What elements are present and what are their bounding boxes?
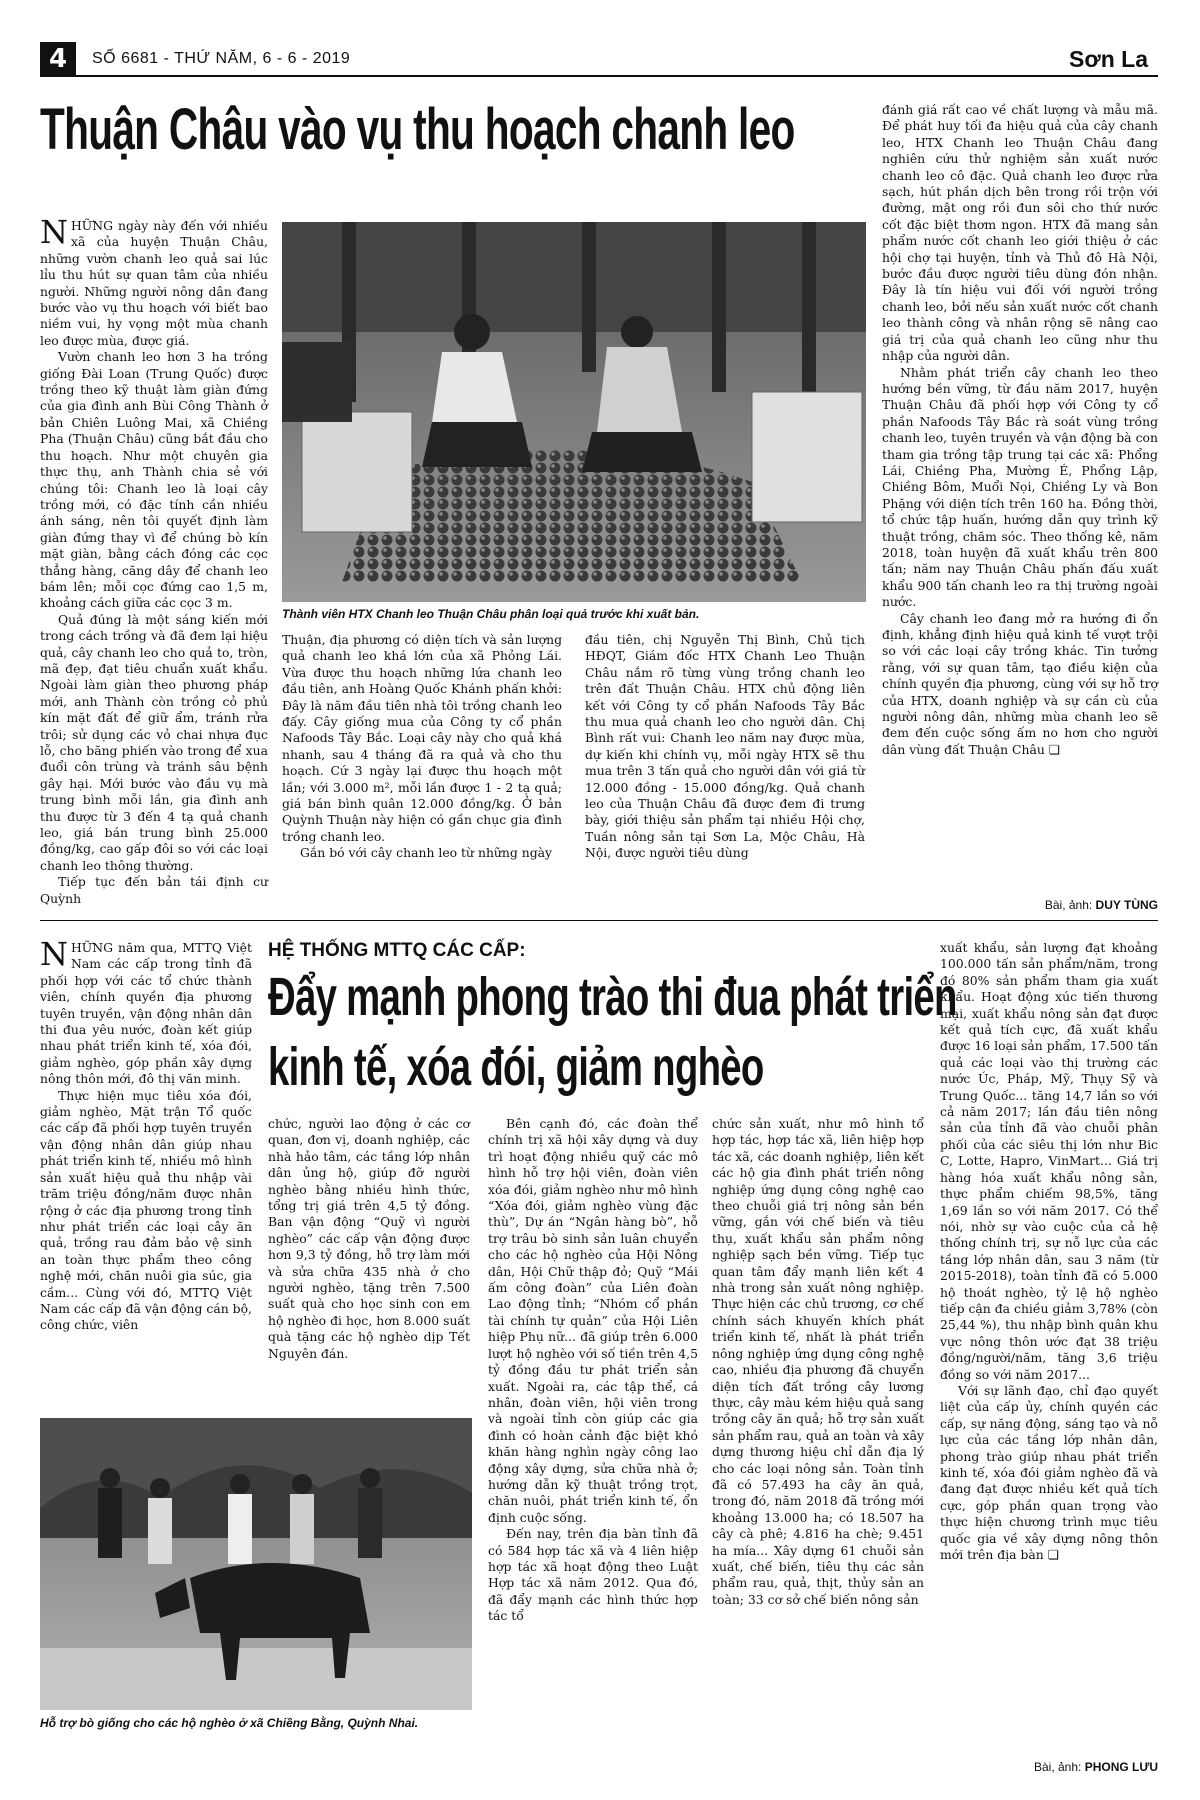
paragraph: đầu tiên, chị Nguyễn Thị Bình, Chủ tịch HĐQT, Giám đốc HTX Chanh Leo Thuận Châu nắm rõ từng vùng trồng chanh leo trên đất Thuận Châu. HTX chủ động liên kết với Công ty cổ phần Nafoods Tây Bắc thu mua quả chanh leo cho người dân. Chị Bình rất vui: Chanh leo năm nay được mùa, dự kiến khi chính vụ, mỗi ngày HTX sẽ thu mua trên 3 tấn quả cho người dân với giá từ 12.000 đồng - 15.000 đồng/kg. Quả chanh leo của Thuận Châu đã được đem đi trưng bày, giới thiệu sản phẩm tại nhiều Hội chợ, Tuần nông sản tại Sơn La, Mộc Châu, Hà Nội, được người tiêu dùng: [585, 632, 865, 861]
page-number: 4: [40, 42, 76, 76]
paragraph: đánh giá rất cao về chất lượng và mẫu mã. Để phát huy tối đa hiệu quả của cây chanh leo, HTX Chanh leo Thuận Châu đang nghiên cứu thử nghiệm sản xuất nước chanh leo cô đặc. Quả chanh leo được rửa sạch, hút phần dịch bên trong rồi trộn với đường, mật ong rồi đun sôi cho thứ nước cốt đặc biệt thơm ngon. HTX đã mang sản phẩm nước cốt chanh leo giới thiệu ở các hội chợ tại huyện, tỉnh và Thủ đô Hà Nội, bước đầu được người tiêu dùng đón nhận. Đây là tín hiệu vui đối với người trồng chanh leo, bởi nếu sản xuất nước cốt chanh leo thành công và nhân rộng sẽ nâng cao giá trị của quả chanh leo cũng như thu nhập của người dân.: [882, 102, 1158, 364]
section-name: Sơn La: [1069, 46, 1148, 72]
article2-title-line-1: Đẩy mạnh phong trào thi đua phát triển: [268, 967, 957, 1027]
paragraph: HỮNG năm qua, MTTQ Việt Nam các cấp trong tỉnh đã phối hợp với các tổ chức thành viên, chính quyền địa phương tuyên truyền, vận động nhân dân thi đua yêu nước, đoàn kết giúp nhau phát triển kinh tế, xóa đói, giảm nghèo, góp phần xây dựng nông thôn mới, đô thị văn minh.: [40, 940, 252, 1087]
paragraph: Thực hiện mục tiêu xóa đói, giảm nghèo, Mặt trận Tổ quốc các cấp đã phối hợp tuyên truyền vận động nhân dân giúp nhau phát triển kinh tế, nhiều mô hình sản xuất hiệu quả thu nhập vài trăm triệu đồng/năm được nhân rộng ở các địa phương trong tỉnh như phát triển các loại cây ăn quả, trồng rau đảm bảo vệ sinh an toàn thực phẩm theo công nghệ mới, chăn nuôi gia súc, gia cầm... Cùng với đó, MTTQ Việt Nam các cấp đã vận động cán bộ, công chức, viên: [40, 1087, 252, 1333]
header-rule: [40, 75, 1158, 77]
paragraph: HỮNG ngày này đến với nhiều xã của huyện Thuận Châu, những vườn chanh leo quả sai lúc lỉu thu hút sự quan tâm của nhiều người. Những người nông dân đang bước vào vụ thu hoạch với biết bao niềm vui, hy vọng một mùa chanh leo được mùa, được giá.: [40, 218, 268, 348]
article2-column-5: [940, 940, 1158, 1563]
paragraph: Với sự lãnh đạo, chỉ đạo quyết liệt của cấp ủy, chính quyền các cấp, sự năng động, sáng tạo và nỗ lực của các tầng lớp nhân dân, phong trào giúp nhau phát triển kinh tế, xóa đói giảm nghèo đã và đang đạt được nhiều kết quả tích cực, góp phần quan trọng vào thực hiện chương trình mục tiêu quốc gia về xây dựng nông thôn mới trên địa bàn ❏: [940, 1382, 1158, 1563]
paragraph: Vườn chanh leo hơn 3 ha trồng giống Đài Loan (Trung Quốc) được trồng theo kỹ thuật làm giàn đứng của gia đình anh Bùi Công Thành ở bản Chiên Luông Mai, xã Chiềng Pha (Thuận Châu) cũng bắt đầu cho thu hoạch. Như một chuyên gia thực thụ, anh Thành chia sẻ với chúng tôi: Chanh leo là loại cây trồng mới, có đặc tính cần nhiều ánh sáng, nên tôi quyết định làm giàn đứng thay vì để chúng bò kín mặt giàn, bằng cách đóng các cọc thẳng hàng, căng dây để chanh leo bám lên; mỗi cọc đứng cao 1,5 m, khoảng cách giữa các cọc 3 m.: [40, 349, 268, 611]
issue-info: SỐ 6681 - THỨ NĂM, 6 - 6 - 2019: [92, 50, 351, 67]
article2-photo: [40, 1418, 472, 1710]
article1-byline: [858, 898, 1158, 912]
paragraph: Quả đúng là một sáng kiến mới trong cách trồng và đã đem lại hiệu quả, cây chanh leo cho quả to, tròn, mã đẹp, đạt tiêu chuẩn xuất khẩu. Ngoài làm giàn theo phương pháp mới, anh Thành còn trồng cỏ phủ kín mặt đất để giữ ẩm, tránh rửa trôi; sử dụng các vỏ chai nhựa đục lỗ, cho băng phiến vào trong để xua đuổi côn trùng và tránh sâu bệnh gây hại. Mới bước vào đầu vụ mà trung bình mỗi lần, gia đình anh thu được từ 3 đến 4 tạ quả chanh leo, giá bán trung bình 25.000 đồng/kg, cao gấp đôi so với các loại chanh leo thông thường.: [40, 611, 268, 873]
byline-author: PHONG LƯU: [1084, 1760, 1158, 1774]
article1-column-4: [882, 102, 1158, 758]
byline-prefix: Bài, ảnh:: [1034, 1760, 1085, 1774]
dropcap: N: [40, 935, 68, 973]
paragraph: Đến nay, trên địa bàn tỉnh đã có 584 hợp tác xã và 4 liên hiệp hợp tác xã hoạt động theo Luật Hợp tác xã năm 2012. Qua đó, đã đẩy mạnh các hình thức hợp tác tổ: [488, 1526, 698, 1624]
article1-photo: [282, 222, 866, 602]
paragraph: chức sản xuất, như mô hình tổ hợp tác, hợp tác xã, liên hiệp hợp tác xã, các doanh nghiệp, liên kết các hộ gia đình phát triển nông nghiệp ứng dụng công nghệ cao theo chuỗi giá trị nông sản bền vững, gắn với chế biến và tiêu thụ, xuất khẩu sản phẩm nông nghiệp sạch bền vững. Tiếp tục quan tâm đẩy mạnh liên kết 4 nhà trong sản xuất nông nghiệp. Thực hiện các chủ trương, cơ chế chính sách khuyến khích phát triển kinh tế, nhất là phát triển nông nghiệp ứng dụng công nghệ cao, nhiều địa phương đã chuyển diện tích đất trồng cây lương thực, cây màu kém hiệu quả sang trồng cây ăn quả; hỗ trợ sản xuất sản phẩm rau, quả an toàn và xây dựng thương hiệu chỉ dẫn địa lý cho các loại nông sản. Toàn tỉnh đã có 57.493 ha cây ăn quả, trong đó, năm 2018 đã trồng mới khoảng 13.000 ha; có 18.507 ha cây cà phê; 4.816 ha chè; 9.451 ha mía... Xây dựng 61 chuỗi sản xuất, chế biến, tiêu thụ các sản phẩm rau, quả, thịt, thủy sản an toàn; 33 cơ sở chế biến nông sản: [712, 1116, 925, 1607]
dropcap: N: [40, 213, 68, 251]
article2-column-1: [40, 935, 252, 1334]
article1-column-2: [282, 632, 562, 862]
byline-author: DUY TÙNG: [1095, 898, 1158, 912]
paragraph: Tiếp tục đến bản tái định cư Quỳnh: [40, 874, 268, 906]
article1-title: Thuận Châu vào vụ thu hoạch chanh leo: [40, 97, 795, 162]
byline-prefix: Bài, ảnh:: [1044, 898, 1096, 912]
article2-title-line-2: kinh tế, xóa đói, giảm nghèo: [268, 1037, 764, 1097]
paragraph: chức, người lao động ở các cơ quan, đơn vị, doanh nghiệp, các nhà hảo tâm, các tầng lớp nhân dân ủng hộ, giúp đỡ người nghèo bằng nhiều hình thức, tổng trị giá trên 4,5 tỷ đồng. Ban vận động “Quỹ vì người nghèo” các cấp vận động được hơn 9,3 tỷ đồng, hỗ trợ làm mới và sửa chữa 435 nhà ở cho người nghèo, tặng trên 7.500 suất quà cho học sinh con em hộ nghèo đi học, hơn 8.000 suất quà tặng các hộ nghèo dịp Tết Nguyên đán.: [268, 1116, 470, 1361]
paragraph: Bên cạnh đó, các đoàn thể chính trị xã hội xây dựng và duy trì hoạt động nhiều quỹ các mô hình hỗ trợ hội viên, đoàn viên xóa đói, giảm nghèo như mô hình “Xóa đói, giảm nghèo vùng đặc thù”, Dự án “Ngân hàng bò”, hỗ trợ trâu bò sinh sản luân chuyển cho các hộ nghèo của Hội Nông dân, Hội Chữ thập đỏ; Quỹ “Mái ấm công đoàn” của Liên đoàn Lao động tỉnh; “Nhóm cổ phần tài chính tự quản” của Hội Liên hiệp Phụ nữ... đã giúp trên 6.000 lượt hộ nghèo với số tiền trên 4,5 tỷ đồng đầu tư phát triển sản xuất. Ngoài ra, các tập thể, cá nhân, đoàn viên, hội viên trong và ngoài tỉnh còn giúp các gia đình có hoàn cảnh đặc biệt khó khăn hàng nghìn ngày công lao động xây dựng, sửa chữa nhà ở; hướng dẫn kỹ thuật trồng trọt, chăn nuôi, phát triển kinh tế, ổn định cuộc sống.: [488, 1116, 698, 1525]
paragraph: Cây chanh leo đang mở ra hướng đi ổn định, khẳng định hiệu quả kinh tế vượt trội so với các loại cây trồng khác. Tin tưởng rằng, với sự quan tâm, tạo điều kiện của chính quyền địa phương, cùng với sự hỗ trợ của HTX, doanh nghiệp và sự cần cù của người nông dân, những mùa chanh leo sẽ đem đến cuộc sống ấm no hơn cho người dân vùng đất Thuận Châu ❏: [882, 610, 1158, 757]
paragraph: Thuận, địa phương có diện tích và sản lượng quả chanh leo khá lớn của xã Phỏng Lái. Vừa được thu hoạch những lứa chanh leo đầu tiên, anh Hoàng Quốc Khánh phấn khởi: Đây là năm đầu tiên nhà tôi trồng chanh leo đấy. Cây giống mua của Công ty cổ phần Nafoods Tây Bắc. Loại cây này cho quả khá nhanh, sau 4 tháng đã ra quả và cho thu hoạch. Cứ 3 ngày lại được thu hoạch một lần; với 3.000 m², mỗi lần được 1 - 2 tạ quả; giá bán bình quân 12.000 đồng/kg. Ở bản Quỳnh Thuận này hiện có gần chục gia đình trồng chanh leo.: [282, 632, 562, 844]
article2-column-3: [488, 1116, 698, 1625]
article1-column-3: [585, 632, 865, 862]
article2-photo-caption: Hỗ trợ bò giống cho các hộ nghèo ở xã Chiềng Bằng, Quỳnh Nhai.: [40, 1716, 419, 1730]
article1-column-1: [40, 213, 268, 907]
paragraph: Nhằm phát triển cây chanh leo theo hướng bền vững, từ đầu năm 2017, huyện Thuận Châu đã phối hợp với Công ty cổ phần Nafoods Tây Bắc rà soát vùng trồng chanh leo, tuyên truyền và vận động bà con tham gia trồng tập trung tại các xã: Phổng Lái, Chiềng Pha, Mường É, Phổng Lập, Chiềng Bôm, Muổi Nọi, Chiềng Ly và Bon Phặng với diện tích trên 160 ha. Đồng thời, tổ chức tập huấn, hướng dẫn quy trình kỹ thuật trồng, chăm sóc. Theo thống kê, năm 2018, toàn huyện đã xuất khẩu trên 800 tấn; năm nay Thuận Châu phấn đấu xuất khẩu 900 tấn chanh leo ra thị trường ngoài nước.: [882, 364, 1158, 610]
article1-photo-caption: Thành viên HTX Chanh leo Thuận Châu phân loại quả trước khi xuất bản.: [282, 607, 700, 621]
paragraph: xuất khẩu, sản lượng đạt khoảng 100.000 tấn sản phẩm/năm, trong đó 80% sản phẩm tham gia xuất khẩu. Hoạt động xúc tiến thương mại, xuất khẩu nông sản đạt được kết quả tích cực, đã xuất khẩu được 16 loại sản phẩm, 17.500 tấn quả các loại vào thị trường các nước Úc, Pháp, Mỹ, Thụy Sỹ và Trung Quốc... tăng 14,7 lần so với cả năm 2017; lần đầu tiên nông sản của tỉnh đã vào chuỗi phân phối của các siêu thị lớn như Bic C, Lotte, Hapro, VinMart... Giá trị hàng hóa xuất khẩu nông sản, thực phẩm chiếm 98,5%, tăng 1,69 lần so với năm 2017. Có thể nói, nhờ sự vào cuộc của cả hệ thống chính trị, sự nỗ lực của các tầng lớp nhân dân, sau 3 năm (từ 2015-2018), toàn tỉnh đã có 5.000 hộ thoát nghèo, tỷ lệ hộ nghèo tiếp cận đa chiều giảm 3,78% (còn 25,44 %), thu nhập bình quân khu vực nông thôn ước đạt 38 triệu đồng/người/năm, tăng 3,6 triệu đồng so với năm 2017...: [940, 940, 1158, 1382]
article-divider: [40, 920, 1158, 921]
article2-byline: [858, 1760, 1158, 1774]
article2-column-4: [712, 1116, 924, 1608]
passion-fruit-sorting-photo: [282, 222, 866, 602]
cattle-support-photo: [40, 1418, 472, 1710]
article2-column-2: [268, 1116, 470, 1362]
paragraph: Gắn bó với cây chanh leo từ những ngày: [300, 845, 553, 861]
article2-kicker: HỆ THỐNG MTTQ CÁC CẤP:: [268, 940, 526, 961]
